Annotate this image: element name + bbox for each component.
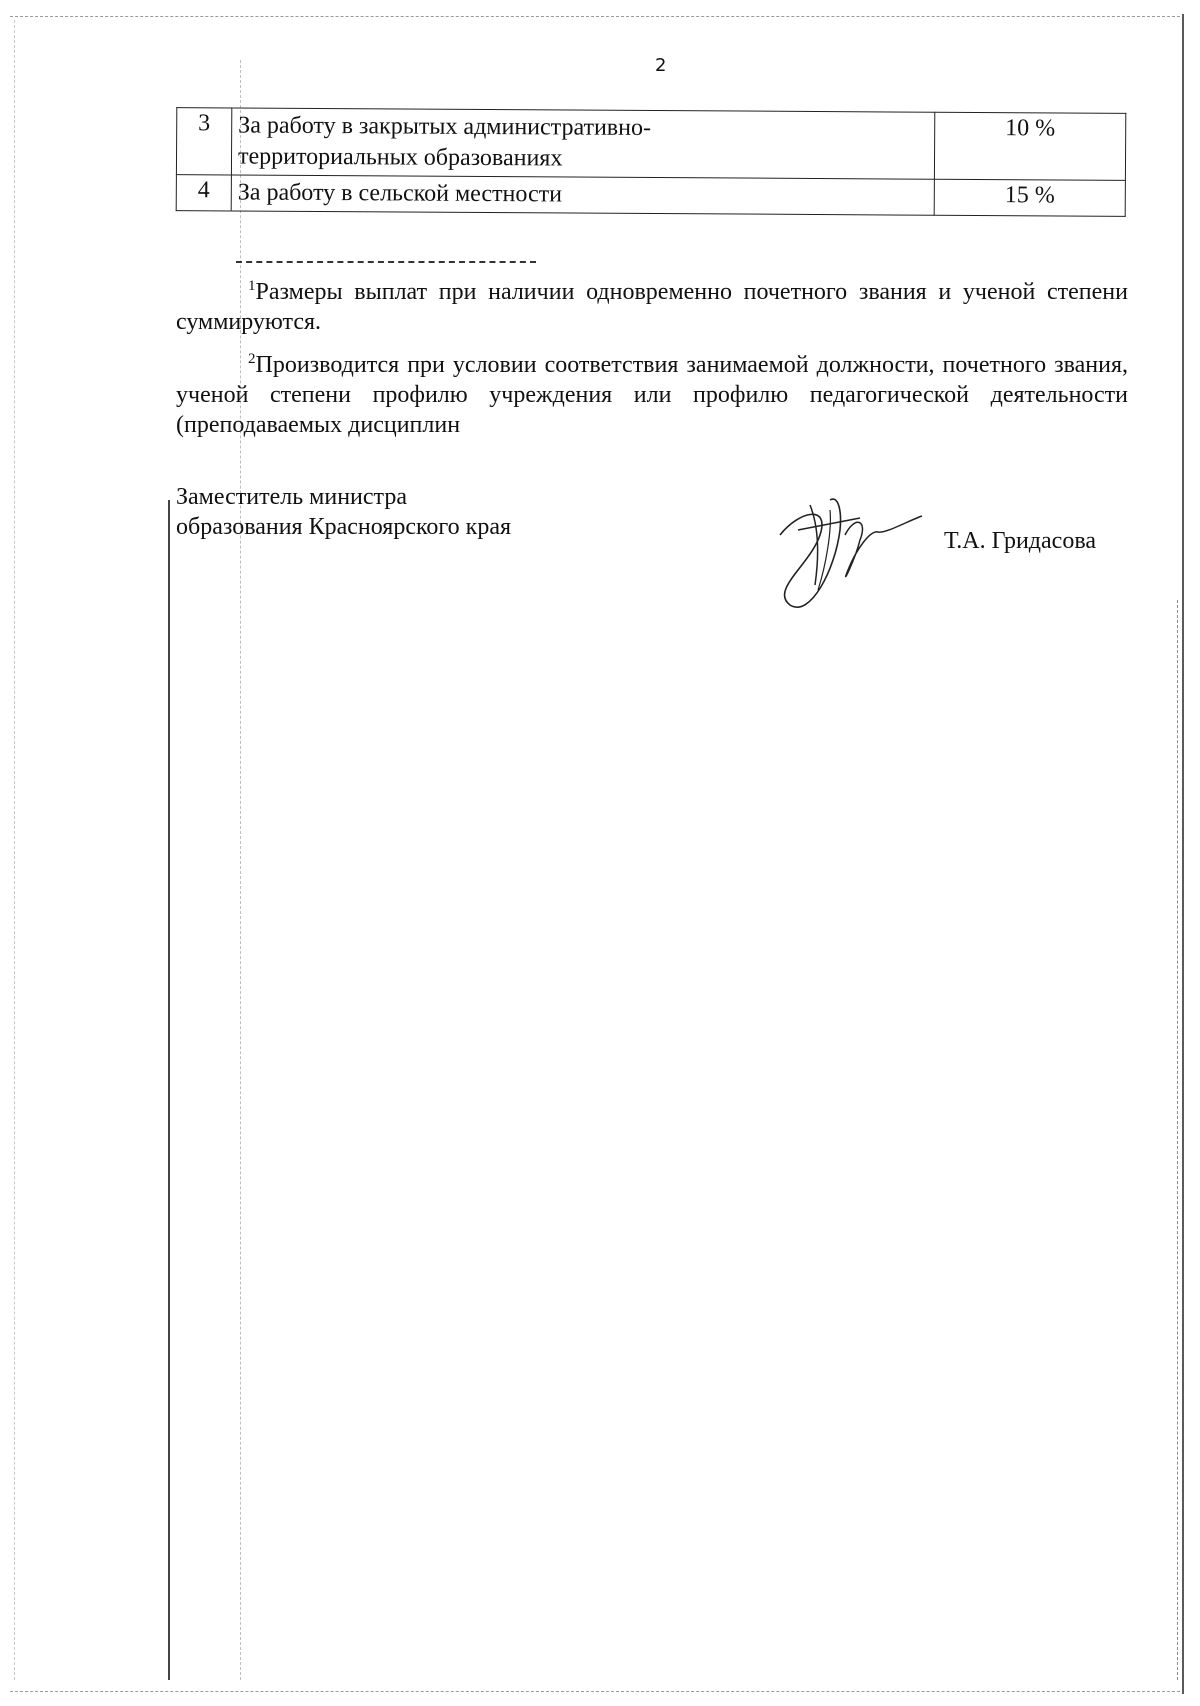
row-number: 3 [176, 108, 231, 175]
footnote-text: Размеры выплат при наличии одновременно почетного звания и ученой степени суммируются. [176, 279, 1128, 335]
row-description-line: За работу в сельской местности [237, 179, 563, 208]
page-number: 2 [655, 55, 667, 76]
table-row [176, 175, 1125, 217]
signatory-title-line: образования Красноярского края [176, 514, 512, 540]
scan-edge-left [14, 20, 15, 1680]
signatory-name: Т.А. Гридасова [944, 528, 1096, 554]
footnote-mark: 2 [248, 351, 256, 367]
scan-edge-right-inner [1177, 600, 1178, 1680]
signatory-title [176, 482, 511, 542]
footnote-text: Производится при условии соответствия занимаемой должности, почетного звания, ученой степени профилю учреждения или профилю педагогической деятельности (преподаваемых дисциплин [176, 352, 1128, 438]
row-percent: 15 % [934, 179, 1125, 216]
row-description [231, 175, 934, 215]
row-percent: 10 % [934, 112, 1125, 180]
scan-edge-right [1182, 14, 1184, 1694]
scan-edge-bottom [10, 1691, 1180, 1692]
footnote-2 [176, 350, 1128, 440]
signature-icon [760, 490, 925, 615]
signatory-title-line: Заместитель министра [176, 484, 407, 510]
footnote-divider [236, 261, 536, 263]
table-row [176, 108, 1125, 181]
footnote-1 [176, 277, 1128, 337]
scan-edge-top [10, 16, 1180, 17]
footnote-mark: 1 [248, 278, 256, 294]
scan-line-left [168, 500, 170, 1680]
row-description-line: территориальных образованиях [237, 143, 563, 172]
row-description-line: За работу в закрытых административно- [238, 112, 652, 141]
row-number: 4 [176, 175, 231, 211]
payments-table [176, 107, 1127, 217]
row-description [231, 108, 934, 179]
